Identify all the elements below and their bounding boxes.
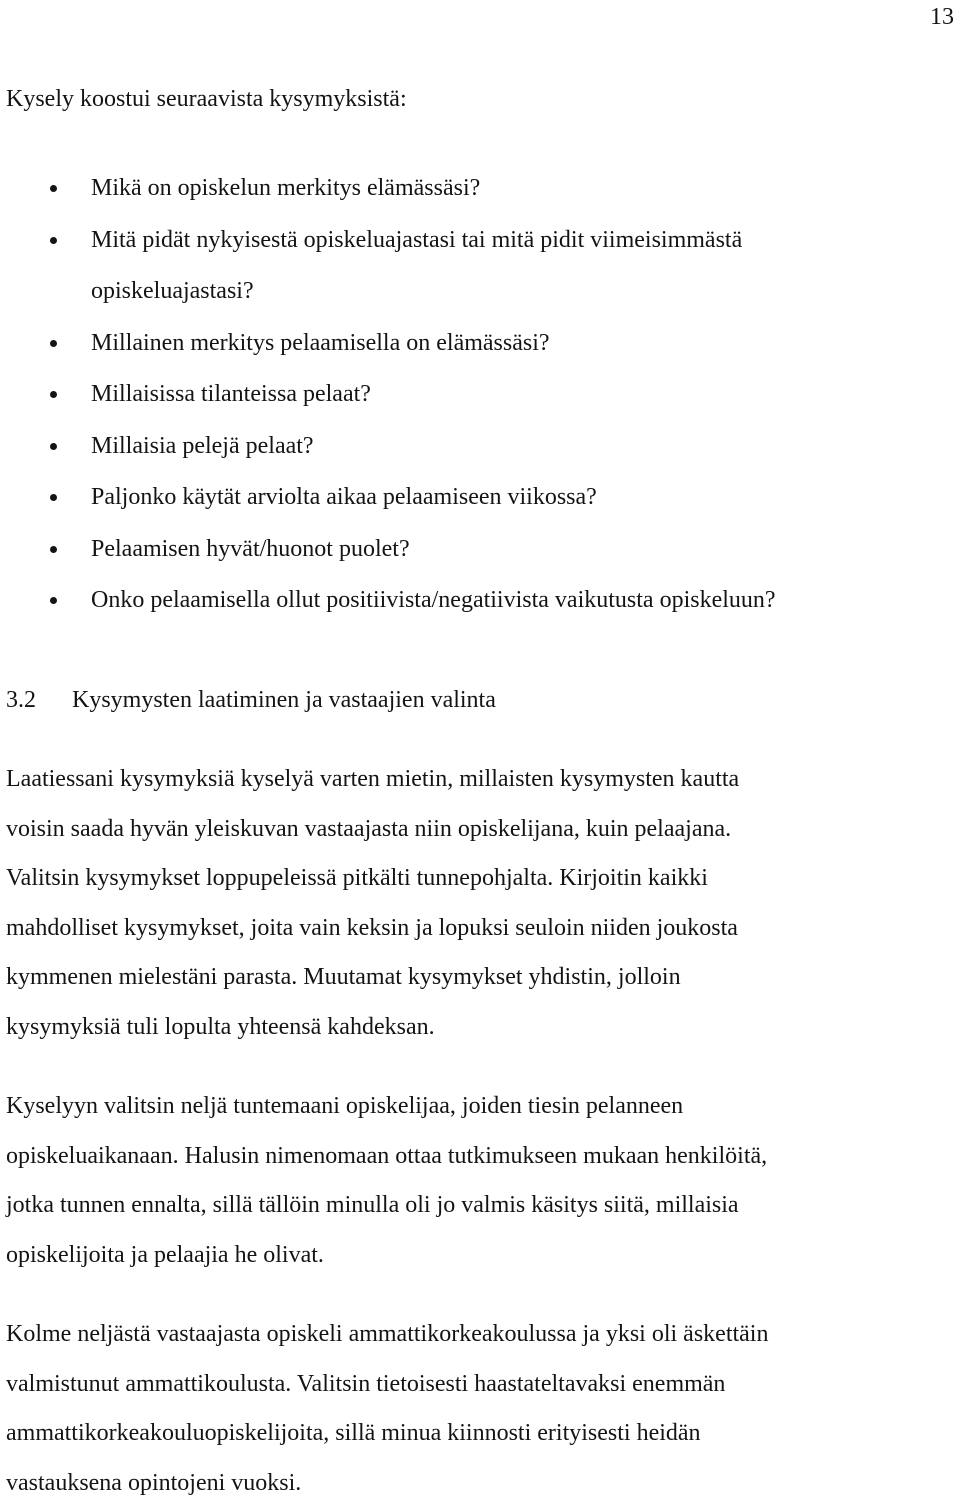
paragraph-line: voisin saada hyvän yleiskuvan vastaajasta niin opiskelijana, kuin pelaajana.	[6, 805, 946, 855]
question-text: Millainen merkitys pelaamisella on elämässäsi?	[91, 318, 891, 370]
paragraph-line: valmistunut ammattikoulusta. Valitsin tietoisesti haastateltavaksi enemmän	[6, 1360, 946, 1410]
paragraph-line: opiskelijoita ja pelaajia he olivat.	[6, 1231, 946, 1281]
question-text: Millaisia pelejä pelaat?	[91, 421, 891, 473]
question-text: Pelaamisen hyvät/huonot puolet?	[91, 524, 891, 576]
paragraph-line: kysymyksiä tuli lopulta yhteensä kahdeksan.	[6, 1003, 946, 1053]
paragraph-line: Valitsin kysymykset loppupeleissä pitkälti tunnepohjalta. Kirjoitin kaikki	[6, 854, 946, 904]
bullet-icon	[50, 237, 57, 244]
bullet-icon	[50, 443, 57, 450]
page-number: 13	[930, 2, 954, 32]
bullet-icon	[50, 185, 57, 192]
question-text: Millaisissa tilanteissa pelaat?	[91, 369, 891, 421]
question-item	[0, 163, 891, 215]
paragraph-line: mahdolliset kysymykset, joita vain keksin ja lopuksi seuloin niiden joukosta	[6, 904, 946, 954]
paragraph-line: Kolme neljästä vastaajasta opiskeli ammattikorkeakoulussa ja yksi oli äskettäin	[6, 1310, 946, 1360]
section-title: Kysymysten laatiminen ja vastaajien valinta	[72, 687, 496, 713]
question-text: Mitä pidät nykyisestä opiskeluajastasi tai mitä pidit viimeisimmästä	[91, 215, 891, 267]
section-number: 3.2	[6, 684, 72, 716]
paragraph-line: ammattikorkeakouluopiskelijoita, sillä minua kiinnosti erityisesti heidän	[6, 1409, 946, 1459]
paragraph-respondent-selection	[6, 1082, 946, 1280]
paragraph-line: opiskeluaikanaan. Halusin nimenomaan ottaa tutkimukseen mukaan henkilöitä,	[6, 1132, 946, 1182]
section-heading	[6, 684, 496, 716]
intro-text: Kysely koostui seuraavista kysymyksistä:	[6, 84, 407, 114]
question-item	[0, 575, 891, 627]
paragraph-line: vastauksena opintojeni vuoksi.	[6, 1459, 946, 1508]
question-text: Paljonko käytät arviolta aikaa pelaamiseen viikossa?	[91, 472, 891, 524]
bullet-icon	[50, 391, 57, 398]
question-text: opiskeluajastasi?	[91, 266, 891, 318]
question-item	[0, 524, 891, 576]
question-item	[0, 369, 891, 421]
question-item	[0, 472, 891, 524]
bullet-icon	[50, 494, 57, 501]
paragraph-question-design	[6, 755, 946, 1052]
question-item	[0, 318, 891, 370]
bullet-icon	[50, 546, 57, 553]
paragraph-respondent-background	[6, 1310, 946, 1508]
bullet-icon	[50, 340, 57, 347]
question-list	[0, 163, 960, 627]
question-text: Onko pelaamisella ollut positiivista/negatiivista vaikutusta opiskeluun?	[91, 575, 891, 627]
paragraph-line: kymmenen mielestäni parasta. Muutamat kysymykset yhdistin, jolloin	[6, 953, 946, 1003]
paragraph-line: jotka tunnen ennalta, sillä tällöin minulla oli jo valmis käsitys siitä, millaisia	[6, 1181, 946, 1231]
question-item	[0, 421, 891, 473]
paragraph-line: Kyselyyn valitsin neljä tuntemaani opiskelijaa, joiden tiesin pelanneen	[6, 1082, 946, 1132]
question-text: Mikä on opiskelun merkitys elämässäsi?	[91, 163, 891, 215]
bullet-icon	[50, 597, 57, 604]
paragraph-line: Laatiessani kysymyksiä kyselyä varten mietin, millaisten kysymysten kautta	[6, 755, 946, 805]
question-item	[0, 215, 891, 318]
